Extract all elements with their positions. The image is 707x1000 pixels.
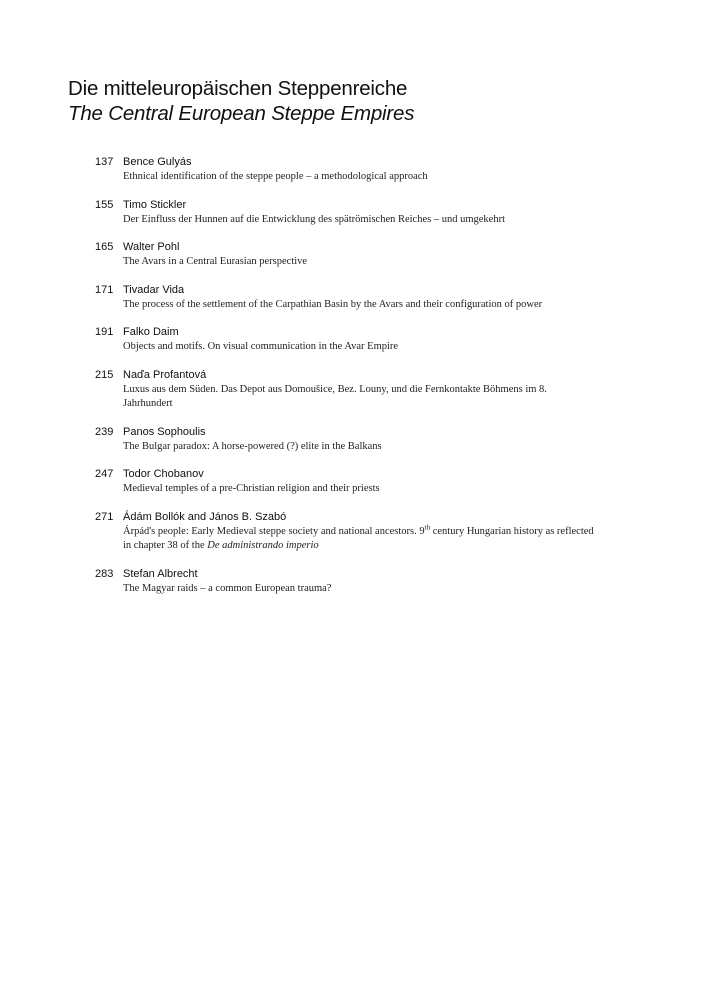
toc-entry[interactable] (95, 240, 595, 270)
article-title: Der Einfluss der Hunnen auf die Entwicklung des spätrömischen Reiches – und umgekehrt (123, 213, 505, 225)
article-title: The Bulgar paradox: A horse-powered (?) elite in the Balkans (123, 440, 382, 452)
article-title: Objects and motifs. On visual communication in the Avar Empire (123, 341, 399, 352)
toc-entry[interactable] (95, 198, 595, 228)
page-number: 215 (95, 368, 114, 381)
page-number: 283 (95, 567, 114, 580)
toc-entry[interactable] (95, 283, 595, 313)
work-title-italic: De administrando imperio (207, 540, 319, 551)
toc-entry[interactable] (95, 510, 595, 554)
article-title: Ethnical identification of the steppe people – a methodological approach (123, 171, 428, 182)
section-title-german: Die mitteleuropäischen Steppenreiche (68, 77, 408, 100)
toc-entry[interactable] (95, 155, 595, 185)
author-name: Stefan Albrecht (123, 567, 198, 580)
page-number: 171 (95, 283, 114, 296)
author-name: Panos Sophoulis (123, 425, 206, 438)
page-number: 137 (95, 156, 114, 168)
toc-entry[interactable] (95, 425, 595, 455)
page-number: 271 (95, 510, 114, 523)
article-title: The process of the settlement of the Carpathian Basin by the Avars and their configuration of power (123, 298, 543, 310)
article-title (123, 525, 595, 554)
page-number: 155 (95, 198, 114, 211)
toc-entry[interactable] (95, 368, 595, 412)
toc-entry[interactable] (95, 325, 595, 355)
table-of-contents (95, 155, 595, 596)
author-name: Walter Pohl (123, 241, 180, 253)
author-name: Falko Daim (123, 326, 179, 338)
article-title-part: Árpád's people: Early Medieval steppe society and national ancestors. 9 (123, 525, 425, 537)
page-number: 247 (95, 468, 114, 480)
section-heading (68, 76, 414, 126)
author-name: Bence Gulyás (123, 156, 192, 168)
page-number: 239 (95, 425, 114, 438)
section-title-english: The Central European Steppe Empires (68, 102, 415, 125)
author-name: Todor Chobanov (123, 468, 204, 480)
page-number: 191 (95, 326, 114, 338)
article-title-part: century Hungarian history as reflected in chapter 38 of the (123, 525, 594, 551)
author-name: Timo Stickler (123, 198, 187, 211)
author-name: Naďa Profantová (123, 368, 207, 381)
article-title: The Magyar raids – a common European trauma? (123, 582, 332, 594)
ordinal-suffix: th (424, 523, 431, 531)
article-title: Medieval temples of a pre-Christian religion and their priests (123, 483, 380, 494)
author-name: Tivadar Vida (123, 283, 185, 296)
article-title: Luxus aus dem Süden. Das Depot aus Domoušice, Bez. Louny, und die Fernkontakte Böhmens im 8. Jahrhundert (123, 383, 547, 409)
page-number: 165 (95, 241, 114, 253)
toc-entry[interactable] (95, 467, 595, 497)
article-title: The Avars in a Central Eurasian perspective (123, 256, 308, 267)
author-name: Ádám Bollók and János B. Szabó (123, 510, 287, 523)
toc-entry[interactable] (95, 567, 595, 597)
